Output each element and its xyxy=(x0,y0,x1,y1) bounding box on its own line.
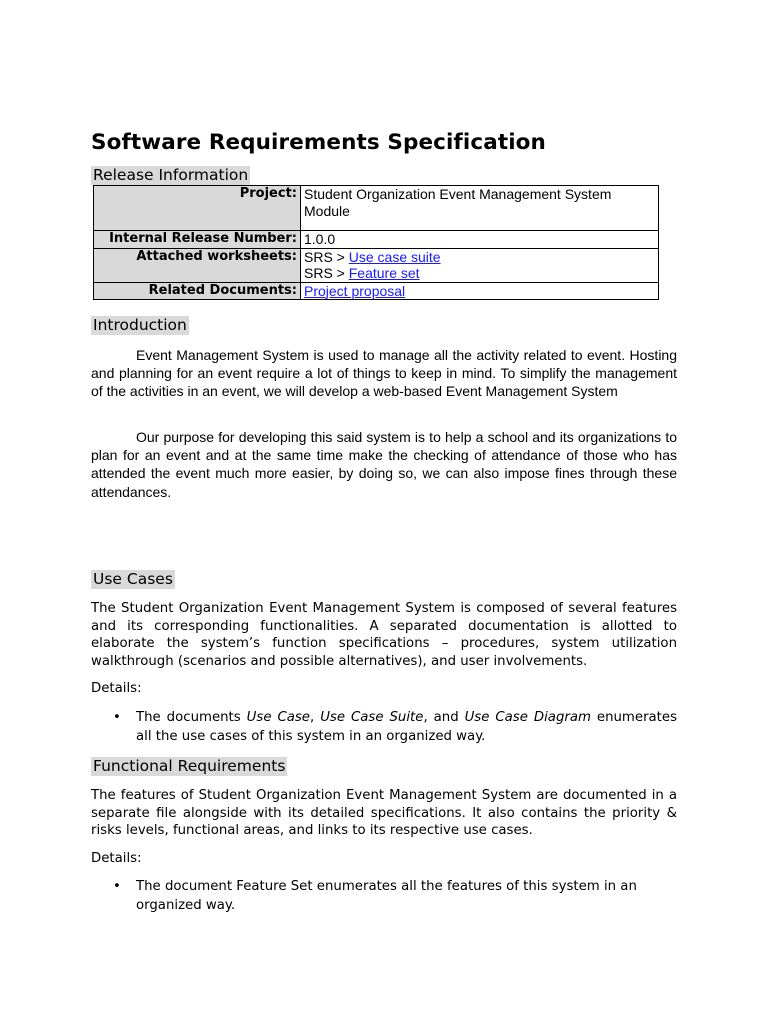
release-number-label: Internal Release Number: xyxy=(94,231,301,249)
document-title: Software Requirements Specification xyxy=(91,130,546,155)
introduction-paragraph-1: Event Management System is used to manage all the activity related to event. Hosting and planning for an event require a lot of things to keep in mind. To simplify the management of the activities in an event, we will develop a web-based Event Management System xyxy=(91,347,677,400)
functional-bullet-text: The document Feature Set enumerates all the features of this system in an organized way. xyxy=(136,879,637,913)
attached-worksheets-value xyxy=(301,248,659,282)
functional-requirements-paragraph: The features of Student Organization Event Management System are documented in a separate file alongside with its detailed specifications. It also contains the priority & risks levels, functional areas, and links to its respective use cases. xyxy=(91,788,677,839)
attached-worksheets-label: Attached worksheets: xyxy=(94,248,301,282)
introduction-paragraph-2: Our purpose for developing this said system is to help a school and its organizations to plan for an event and at the same time make the checking of attendance of those who has attended the event much more easier, by doing so, we can also impose fines through these attendances. xyxy=(91,429,677,500)
worksheet-prefix: SRS > xyxy=(304,265,349,281)
use-cases-heading: Use Cases xyxy=(93,570,173,588)
table-row xyxy=(94,231,659,249)
table-row xyxy=(94,248,659,282)
release-information-heading: Release Information xyxy=(93,166,249,184)
use-cases-paragraph: The Student Organization Event Management System is composed of several features and its corresponding functionalities. A separated documentation is allotted to elaborate the system’s function specifications – procedures, system utilization walkthrough (scenarios and possible alternatives), and user involvements. xyxy=(91,601,677,669)
use-case-doc-name: Use Case xyxy=(246,710,310,725)
table-row xyxy=(94,186,659,231)
use-cases-bullet-text: The documents Use Case, Use Case Suite, and Use Case Diagram enumerates all the use cases of this system in an organized way. xyxy=(136,710,678,744)
feature-set-link[interactable]: Feature set xyxy=(348,265,420,281)
worksheet-prefix: SRS > xyxy=(304,248,349,265)
project-value: Student Organization Event Management System Module xyxy=(301,186,659,231)
related-documents-label: Related Documents: xyxy=(94,282,301,300)
use-case-diagram-doc-name: Use Case Diagram xyxy=(464,710,591,725)
use-cases-details-label: Details: xyxy=(91,681,142,696)
project-proposal-link[interactable]: Project proposal xyxy=(304,282,406,299)
introduction-heading: Introduction xyxy=(93,316,187,334)
project-label: Project: xyxy=(94,186,301,231)
use-cases-bullet-item xyxy=(91,709,677,746)
related-documents-value xyxy=(301,282,659,300)
use-case-suite-doc-name: Use Case Suite xyxy=(320,710,424,725)
functional-details-label: Details: xyxy=(91,851,142,866)
functional-bullet-item xyxy=(91,878,677,915)
table-row xyxy=(94,282,659,300)
bullet-icon: • xyxy=(113,710,121,725)
bullet-icon: • xyxy=(113,879,121,894)
functional-requirements-heading: Functional Requirements xyxy=(93,757,286,775)
use-case-suite-link[interactable]: Use case suite xyxy=(348,248,441,265)
release-info-table xyxy=(93,185,659,300)
release-number-value: 1.0.0 xyxy=(301,231,659,249)
